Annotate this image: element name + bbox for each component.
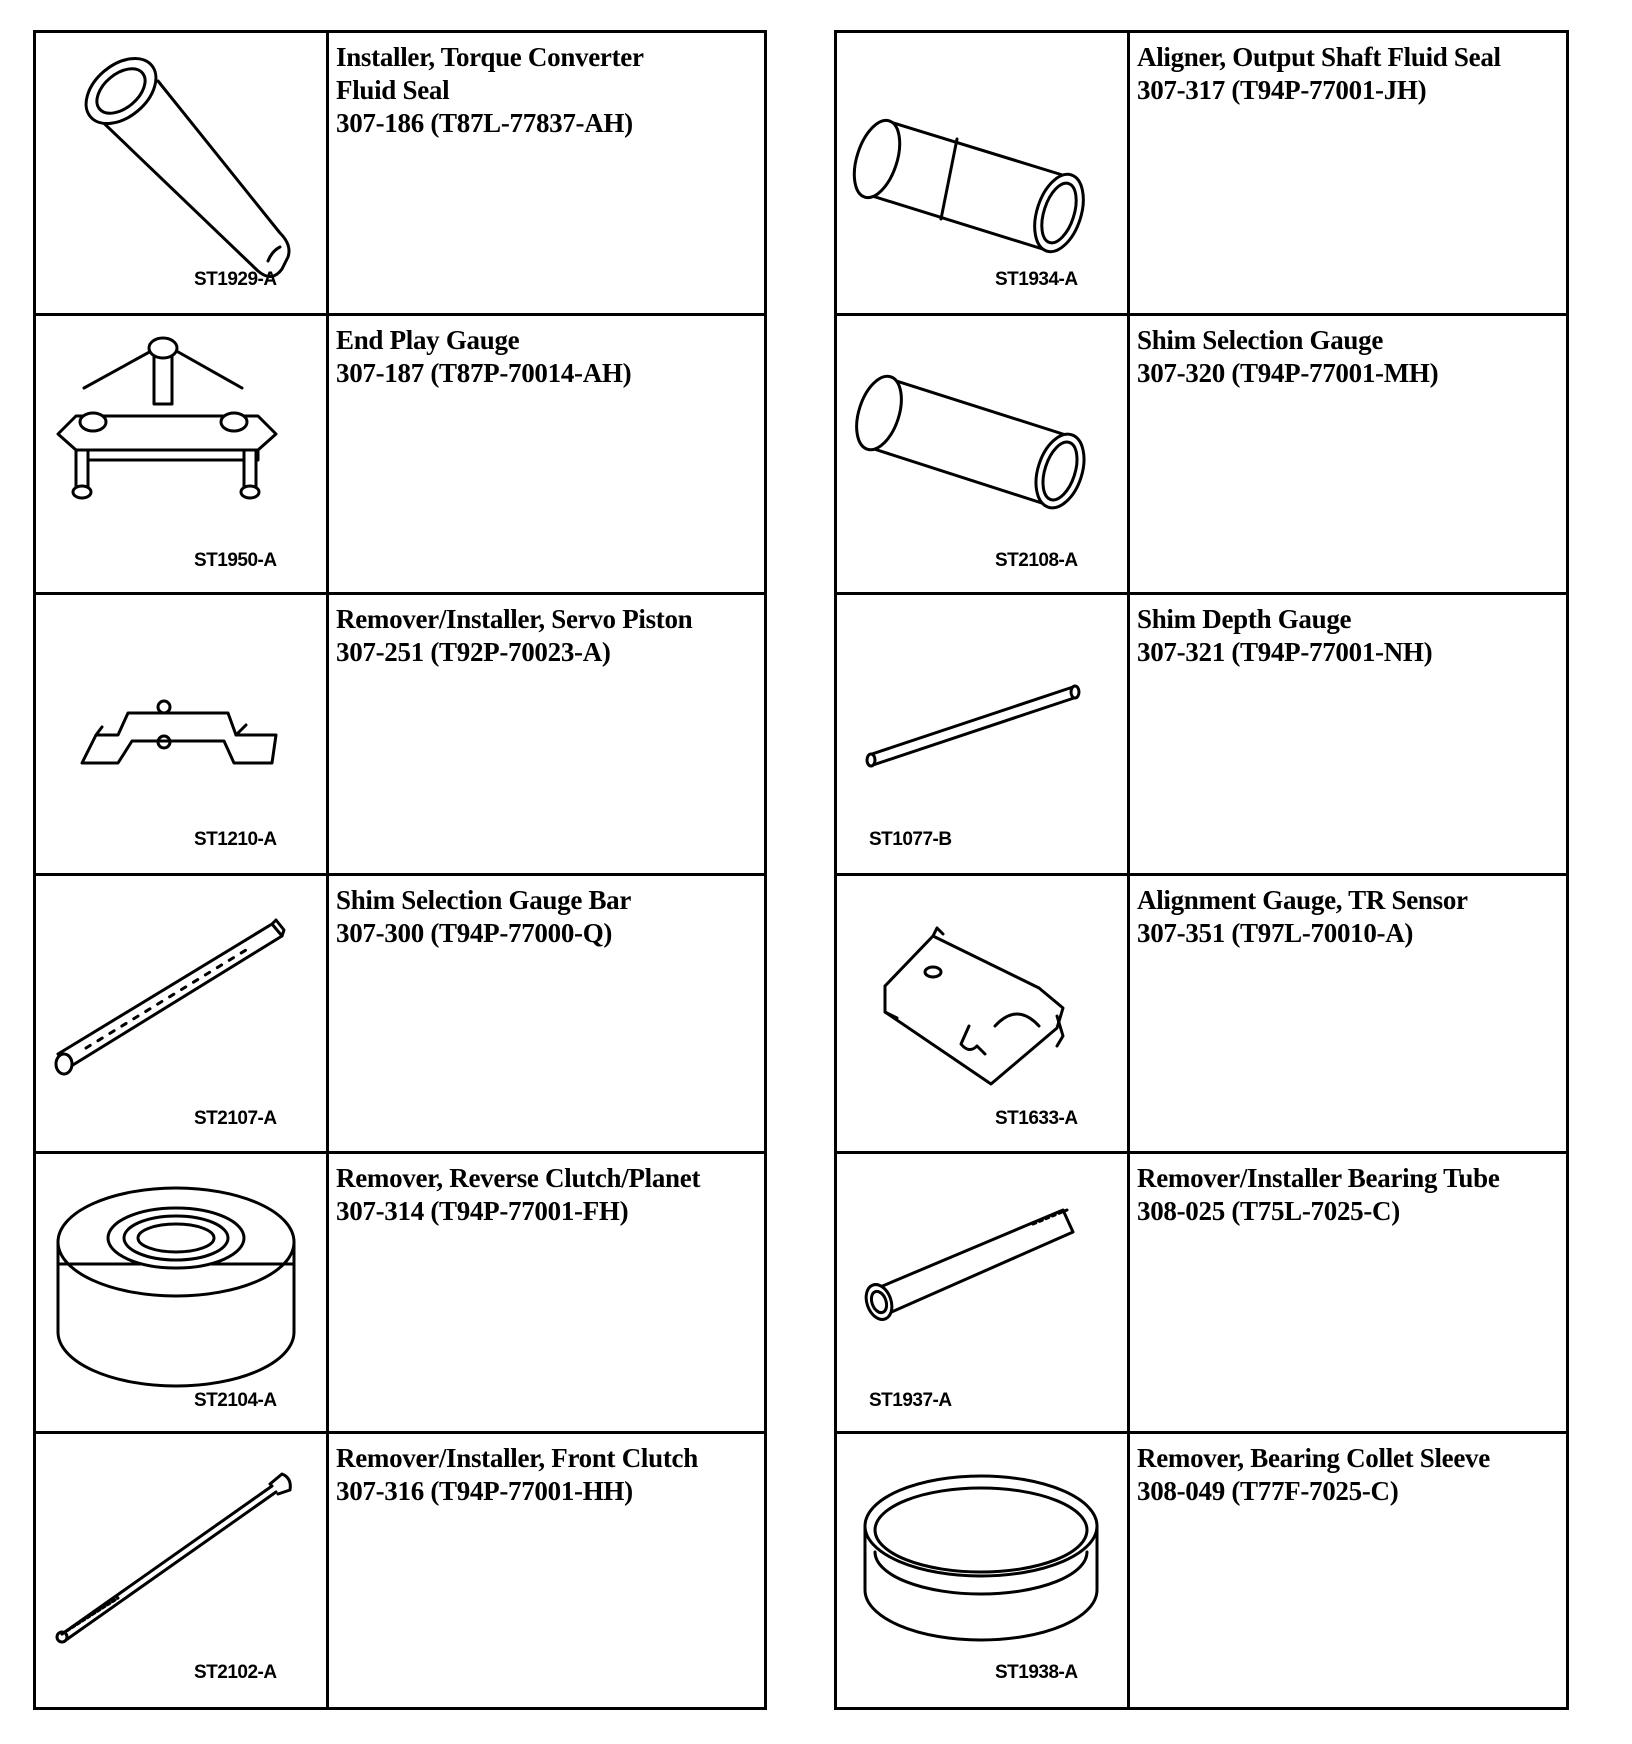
collet-sleeve-icon	[837, 1434, 1127, 1704]
tool-name: Shim Selection Gauge Bar	[336, 885, 632, 915]
tool-image-cell	[36, 595, 329, 873]
tool-row	[36, 1434, 764, 1707]
image-code: ST1950-A	[194, 550, 277, 571]
tool-row	[36, 1154, 764, 1434]
tool-row	[36, 595, 764, 876]
tool-number: 307-316 (T94P-77001-HH)	[336, 1476, 633, 1506]
tool-image-cell	[36, 876, 329, 1151]
tool-description	[336, 1442, 758, 1508]
image-code: ST2108-A	[995, 550, 1078, 571]
threaded-rod-icon	[36, 1434, 326, 1704]
tool-name: Remover, Reverse Clutch/Planet	[336, 1163, 701, 1193]
image-code: ST1633-A	[995, 1108, 1078, 1129]
tool-image-cell	[837, 876, 1130, 1151]
tool-image-cell	[837, 316, 1130, 592]
tool-number: 307-187 (T87P-70014-AH)	[336, 358, 632, 388]
tool-number: 307-314 (T94P-77001-FH)	[336, 1196, 629, 1226]
tool-row	[36, 33, 764, 316]
tool-image-cell	[36, 1154, 329, 1431]
image-code: ST1934-A	[995, 269, 1078, 290]
tool-number: 307-320 (T94P-77001-MH)	[1137, 358, 1439, 388]
gauge-cylinder-icon	[837, 316, 1127, 592]
tool-image-cell	[837, 33, 1130, 313]
tool-row	[837, 1434, 1566, 1707]
tool-image-cell	[837, 1154, 1130, 1431]
tool-row	[837, 1154, 1566, 1434]
tool-number: 307-186 (T87L-77837-AH)	[336, 108, 633, 138]
tool-number: 307-351 (T97L-70010-A)	[1137, 918, 1414, 948]
tool-number: 307-317 (T94P-77001-JH)	[1137, 75, 1427, 105]
tool-name: Alignment Gauge, TR Sensor	[1137, 885, 1468, 915]
tool-number: 308-049 (T77F-7025-C)	[1137, 1476, 1399, 1506]
tool-name: Installer, Torque Converter	[336, 42, 644, 72]
end-play-gauge-icon	[36, 316, 326, 592]
tool-number: 307-251 (T92P-70023-A)	[336, 637, 611, 667]
special-tools-table-left	[33, 30, 767, 1710]
image-code: ST2104-A	[194, 1390, 277, 1411]
tool-number: 308-025 (T75L-7025-C)	[1137, 1196, 1400, 1226]
tool-name: Remover/Installer Bearing Tube	[1137, 1163, 1500, 1193]
image-code: ST1929-A	[194, 269, 277, 290]
tool-name: Remover/Installer, Front Clutch	[336, 1443, 698, 1473]
seal-aligner-cylinder-icon	[837, 33, 1127, 313]
tool-name: Remover/Installer, Servo Piston	[336, 604, 693, 634]
image-code: ST1210-A	[194, 829, 277, 850]
tool-row	[36, 876, 764, 1154]
tool-description	[1137, 324, 1560, 390]
image-code: ST2102-A	[194, 1662, 277, 1683]
tool-image-cell	[36, 1434, 329, 1707]
image-code: ST1077-B	[869, 829, 952, 850]
tool-row	[837, 595, 1566, 876]
tool-row	[36, 316, 764, 595]
tool-image-cell	[36, 33, 329, 313]
tool-description	[336, 324, 758, 390]
image-code: ST1938-A	[995, 1662, 1078, 1683]
tool-row	[837, 33, 1566, 316]
tool-description	[336, 1162, 758, 1228]
tool-name: Fluid Seal	[336, 75, 450, 105]
servo-piston-tool-icon	[36, 595, 326, 873]
special-tools-table-right	[834, 30, 1569, 1710]
tool-description	[1137, 1442, 1560, 1508]
image-code: ST1937-A	[869, 1390, 952, 1411]
alignment-gauge-plate-icon	[837, 876, 1127, 1151]
tool-image-cell	[837, 1434, 1130, 1707]
tool-image-cell	[837, 595, 1130, 873]
tool-name: Shim Selection Gauge	[1137, 325, 1384, 355]
tool-name: Remover, Bearing Collet Sleeve	[1137, 1443, 1490, 1473]
tool-name: Aligner, Output Shaft Fluid Seal	[1137, 42, 1501, 72]
tool-name: Shim Depth Gauge	[1137, 604, 1352, 634]
tool-description	[336, 41, 758, 140]
tool-row	[837, 316, 1566, 595]
tool-name: End Play Gauge	[336, 325, 520, 355]
tool-description	[1137, 884, 1560, 950]
tool-description	[336, 603, 758, 669]
tool-number: 307-300 (T94P-77000-Q)	[336, 918, 613, 948]
image-code: ST2107-A	[194, 1108, 277, 1129]
tool-description	[1137, 603, 1560, 669]
tool-number: 307-321 (T94P-77001-NH)	[1137, 637, 1433, 667]
tool-description	[1137, 41, 1560, 107]
tool-image-cell	[36, 316, 329, 592]
tool-row	[837, 876, 1566, 1154]
tool-description	[336, 884, 758, 950]
tool-description	[1137, 1162, 1560, 1228]
seal-installer-tube-icon	[36, 33, 326, 313]
gauge-bar-icon	[36, 876, 326, 1151]
clutch-remover-ring-icon	[36, 1154, 326, 1431]
